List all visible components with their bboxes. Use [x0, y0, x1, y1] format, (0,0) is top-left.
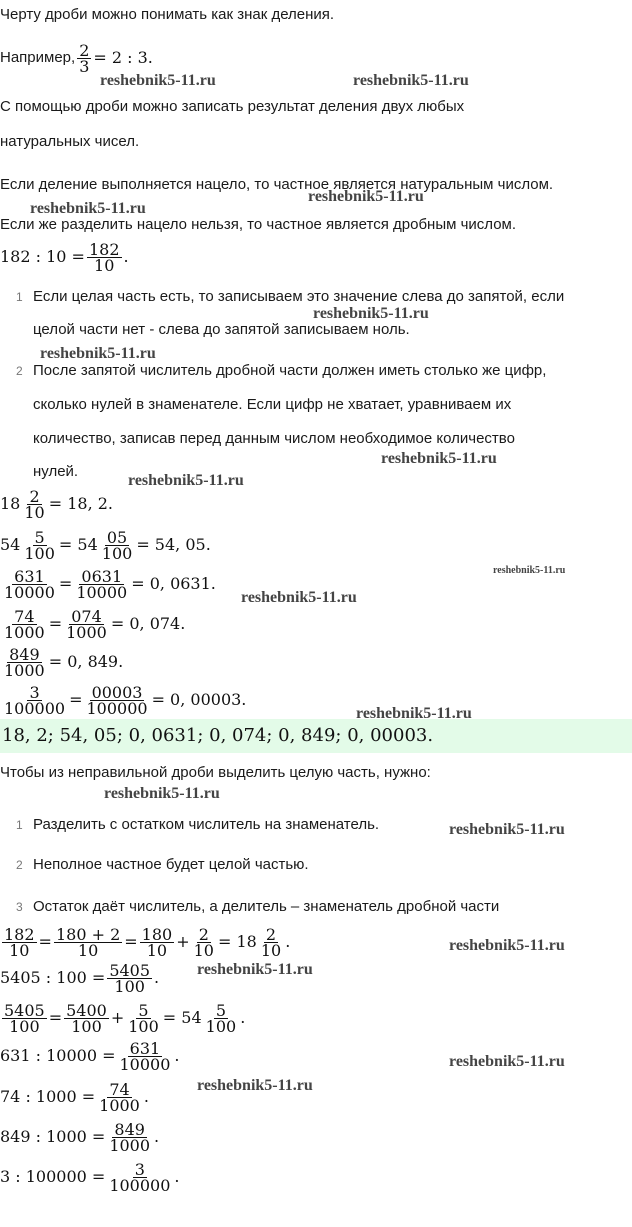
fraction [22, 527, 57, 563]
fraction-denominator: 10 [193, 940, 214, 960]
fraction [64, 1000, 109, 1036]
watermark: reshebnik5-11.ru [40, 345, 156, 362]
list-item-line: Остаток даёт числитель, а делитель – знаменатель дробной части [33, 898, 500, 915]
list-item-line: целой части нет - слева до запятой записываем ноль. [33, 321, 410, 338]
equals-sign: = [69, 690, 83, 709]
fraction-numerator: 180 + 2 [55, 924, 121, 944]
list-number: 2 [16, 364, 23, 378]
watermark: reshebnik5-11.ru [308, 188, 424, 205]
calc-6 [0, 1117, 159, 1157]
example-rest: = 2 : 3. [93, 48, 153, 67]
equation-left: 182 : 10 = [0, 247, 85, 266]
fraction [140, 924, 175, 960]
fraction-numerator: 74 [14, 606, 35, 626]
fraction [64, 606, 109, 642]
fraction [74, 566, 129, 602]
intro-paragraph-4: Если же разделить нацело нельзя, то частное является дробным числом. [0, 216, 517, 233]
fraction-numerator: 2 [198, 924, 209, 944]
equation-end: . [123, 247, 129, 266]
list-item-line: После запятой числитель дробной части должен иметь столько же цифр, [33, 362, 547, 379]
calc-2 [0, 958, 159, 998]
fraction-denominator: 100000 [86, 698, 148, 718]
equation-left: 849 : 1000 = [0, 1127, 106, 1146]
list-item-line: сколько нулей в знаменателе. Если цифр не хватает, уравниваем их [33, 396, 512, 413]
fraction-denominator: 100 [101, 543, 133, 563]
calc-4 [0, 1036, 180, 1076]
intro-paragraph-3: Если деление выполняется нацело, то частное является натуральным числом. [0, 176, 554, 193]
list-item-line: Разделить с остатком числитель на знаменатель. [33, 816, 380, 833]
fraction-numerator: 182 [4, 924, 35, 944]
plus-sign: + [110, 1008, 125, 1027]
fraction-numerator: 2 [79, 40, 90, 60]
equals-sign: = [58, 574, 73, 593]
equals-sign: = [38, 932, 52, 951]
equation-left: 3 : 100000 = [0, 1167, 106, 1186]
conversion-1 [0, 484, 113, 524]
intro-paragraph-2a: С помощью дроби можно записать результат деления двух любых [0, 98, 465, 115]
fraction-denominator: 100 [71, 1016, 102, 1036]
fraction-numerator: 0631 [81, 566, 123, 586]
fraction-numerator: 074 [71, 606, 102, 626]
fraction [2, 644, 47, 680]
watermark: reshebnik5-11.ru [128, 472, 244, 489]
fraction [204, 1000, 239, 1036]
answer-box [0, 719, 632, 753]
example-label: Например, [0, 49, 76, 66]
equation-left: 74 : 1000 = [0, 1087, 96, 1106]
equation-end: . [174, 1046, 180, 1065]
fraction-numerator: 182 [88, 239, 120, 259]
equals-whole: = 54 [162, 1008, 202, 1027]
fraction [2, 566, 57, 602]
fraction-numerator: 180 [141, 924, 173, 944]
fraction-denominator: 1000 [99, 1095, 140, 1115]
fraction-numerator: 5 [215, 1000, 227, 1020]
result: = 18, 2. [48, 494, 114, 513]
fraction-numerator: 2 [29, 486, 40, 506]
calc-1 [0, 921, 290, 963]
watermark: reshebnik5-11.ru [30, 200, 146, 217]
watermark: reshebnik5-11.ru [197, 1077, 313, 1094]
watermark: reshebnik5-11.ru [449, 1053, 565, 1070]
fraction [118, 1038, 173, 1074]
fraction-denominator: 100 [114, 976, 145, 996]
fraction-denominator: 100000 [4, 698, 66, 718]
equation-end: . [154, 968, 160, 987]
list-item-line: нулей. [33, 463, 79, 480]
equals-whole: = 54 [58, 535, 98, 554]
conversion-3 [0, 564, 216, 604]
watermark: reshebnik5-11.ru [353, 72, 469, 89]
list-item-line: количество, записав перед данным числом необходимое количество [33, 430, 515, 447]
result: = 0, 849. [48, 652, 124, 671]
watermark: reshebnik5-11.ru [381, 450, 497, 467]
watermark: reshebnik5-11.ru [100, 72, 216, 89]
conversion-4 [0, 604, 185, 644]
equals-sign: = [48, 1008, 63, 1027]
conversion-6 [0, 680, 246, 720]
fraction-denominator: 10 [260, 940, 282, 960]
fraction [100, 527, 135, 563]
list-number: 3 [16, 900, 23, 914]
fraction-numerator: 631 [14, 566, 45, 586]
fraction [2, 682, 67, 718]
fraction-denominator: 100 [9, 1016, 40, 1036]
fraction [97, 1079, 142, 1115]
watermark: reshebnik5-11.ru [493, 565, 566, 576]
equation-left: 5405 : 100 = [0, 968, 106, 987]
intro-paragraph-1: Черту дроби можно понимать как знак деления. [0, 6, 335, 23]
result: = 0, 00003. [151, 690, 247, 709]
equation-end: . [154, 1127, 160, 1146]
whole-part: 54 [0, 535, 21, 554]
fraction-numerator: 3 [134, 1159, 145, 1179]
result: = 0, 074. [110, 614, 186, 633]
fraction-numerator: 3 [29, 682, 40, 702]
equation-end: . [143, 1087, 149, 1106]
division-example [0, 237, 129, 277]
fraction-denominator: 10 [146, 940, 168, 960]
fraction-denominator: 10 [77, 940, 99, 960]
fraction-numerator: 5405 [4, 1000, 45, 1020]
equation-end: . [174, 1167, 180, 1186]
fraction-numerator: 849 [9, 644, 40, 664]
calc-3 [0, 997, 245, 1039]
result: = 0, 0631. [131, 574, 216, 593]
fraction [107, 960, 152, 996]
fraction-numerator: 5 [34, 527, 45, 547]
fraction-denominator: 10000 [119, 1054, 171, 1074]
equals-whole: = 18 [217, 932, 257, 951]
equation-left: 631 : 10000 = [0, 1046, 116, 1065]
example-fraction [77, 40, 91, 76]
fraction-denominator: 10 [94, 255, 115, 275]
fraction [22, 486, 46, 522]
fraction [2, 924, 37, 960]
list-number: 1 [16, 818, 23, 832]
fraction [2, 606, 47, 642]
fraction [259, 924, 283, 960]
fraction-denominator: 3 [79, 56, 90, 76]
fraction [126, 1000, 161, 1036]
fraction-denominator: 10000 [4, 582, 55, 602]
watermark: reshebnik5-11.ru [241, 589, 357, 606]
list-item-line: Неполное частное будет целой частью. [33, 856, 309, 873]
fraction-denominator: 10000 [76, 582, 128, 602]
fraction-denominator: 1000 [66, 622, 107, 642]
list-item-line: Если целая часть есть, то записываем это значение слева до запятой, если [33, 288, 565, 305]
watermark: reshebnik5-11.ru [197, 961, 313, 978]
calc-7 [0, 1157, 179, 1197]
fraction-denominator: 1000 [4, 660, 45, 680]
fraction-numerator: 5405 [109, 960, 151, 980]
equals-sign: = [124, 932, 138, 951]
watermark: reshebnik5-11.ru [104, 785, 220, 802]
watermark: reshebnik5-11.ru [356, 705, 472, 722]
fraction-numerator: 5 [138, 1000, 149, 1020]
fraction [107, 1159, 172, 1195]
conversion-2 [0, 525, 211, 565]
list-number: 1 [16, 290, 23, 304]
fraction-denominator: 10 [24, 502, 45, 522]
fraction-denominator: 10 [9, 940, 30, 960]
fraction [192, 924, 216, 960]
list-number: 2 [16, 858, 23, 872]
calc-5 [0, 1077, 149, 1117]
fraction-denominator: 1000 [109, 1135, 151, 1155]
fraction-numerator: 631 [129, 1038, 161, 1058]
fraction-numerator: 05 [106, 527, 128, 547]
fraction-denominator: 100000 [109, 1175, 171, 1195]
equals-sign: = [48, 614, 63, 633]
fraction-denominator: 100 [128, 1016, 159, 1036]
section2-intro: Чтобы из неправильной дроби выделить целую часть, нужно: [0, 764, 431, 781]
fraction-numerator: 849 [114, 1119, 145, 1139]
watermark: reshebnik5-11.ru [449, 937, 565, 954]
intro-paragraph-2b: натуральных чисел. [0, 133, 140, 150]
fraction-numerator: 2 [265, 924, 277, 944]
answer-text: 18, 2; 54, 05; 0, 0631; 0, 074; 0, 849; 0, 00003. [2, 725, 434, 746]
fraction [84, 682, 149, 718]
equation-end: . [240, 1008, 246, 1027]
whole-part: 18 [0, 494, 21, 513]
fraction-denominator: 1000 [4, 622, 45, 642]
fraction-numerator: 5400 [66, 1000, 107, 1020]
fraction-denominator: 100 [24, 543, 55, 563]
fraction-denominator: 100 [205, 1016, 237, 1036]
plus-sign: + [176, 932, 190, 951]
watermark: reshebnik5-11.ru [313, 305, 429, 322]
division-fraction [87, 239, 122, 275]
fraction [107, 1119, 152, 1155]
equation-end: . [285, 932, 291, 951]
watermark: reshebnik5-11.ru [449, 821, 565, 838]
conversion-5 [0, 642, 123, 682]
fraction-numerator: 74 [109, 1079, 130, 1099]
example-line [0, 40, 153, 76]
fraction [54, 924, 122, 960]
fraction-numerator: 00003 [91, 682, 143, 702]
fraction [2, 1000, 47, 1036]
result: = 54, 05. [136, 535, 211, 554]
